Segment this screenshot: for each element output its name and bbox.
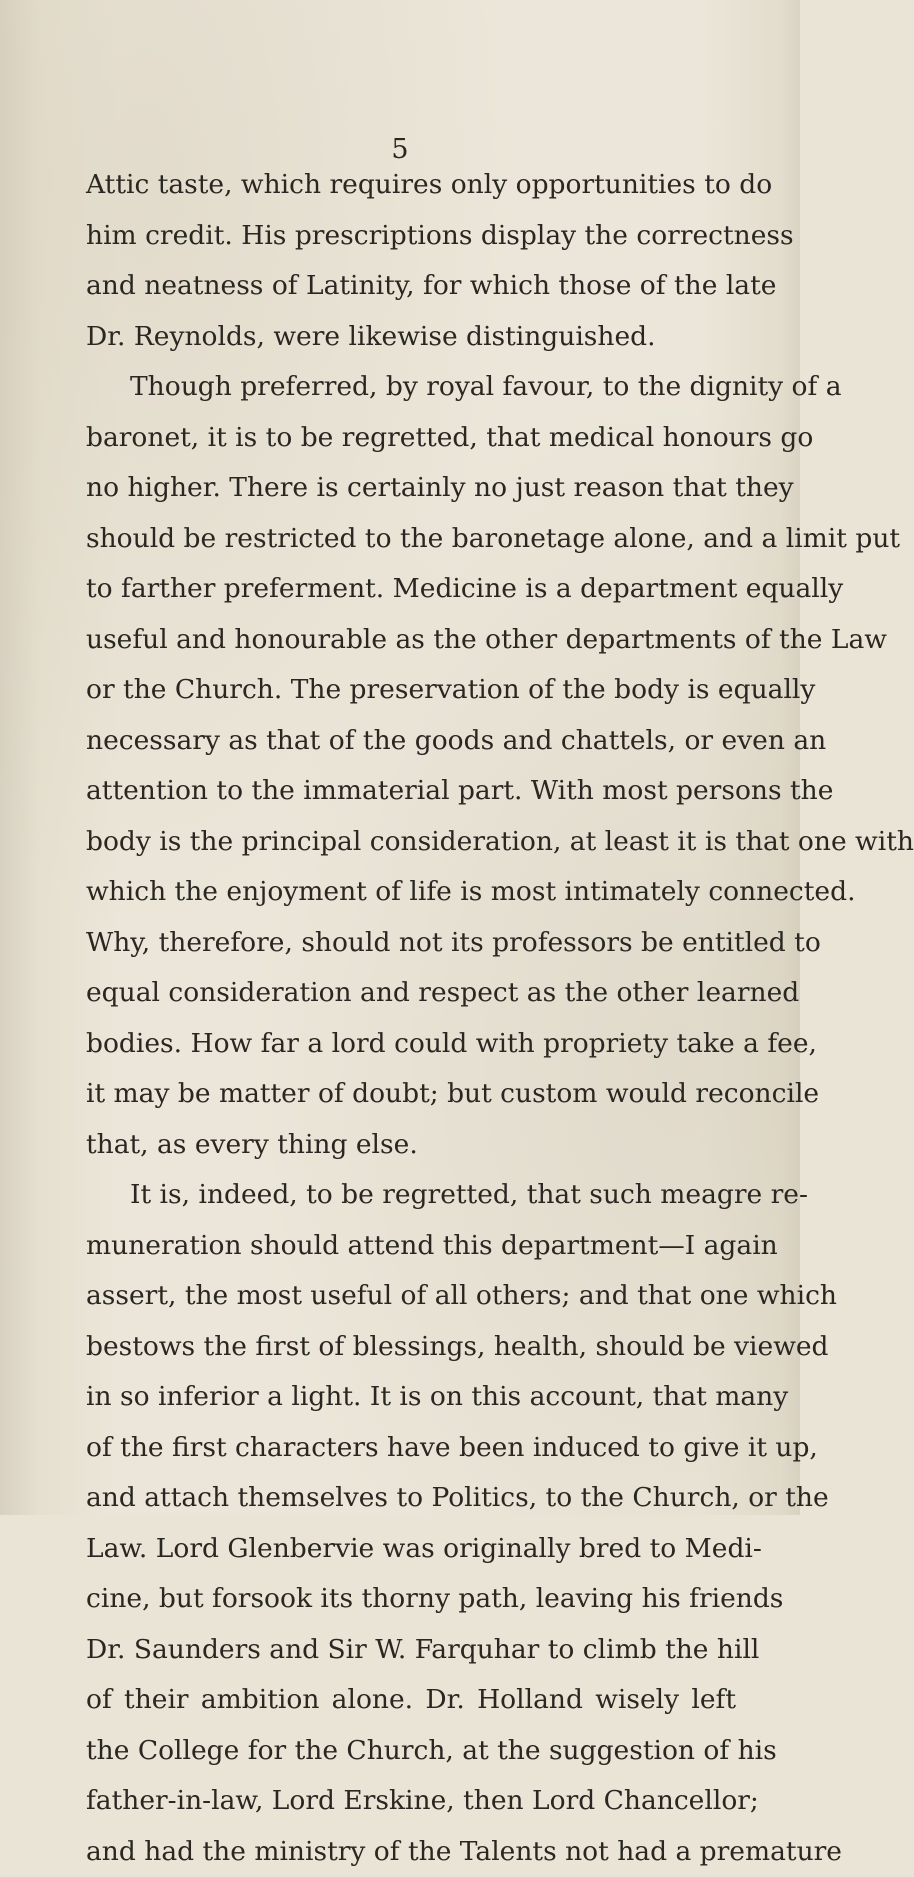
text-line: Dr. Reynolds, were likewise distinguished. [86,312,736,363]
text-line: attention to the immaterial part. With most persons the [86,766,736,817]
text-line: Attic taste, which requires only opportunities to do [86,160,736,211]
page-number: 5 [0,135,800,165]
text-line: cine, but forsook its thorny path, leaving his friends [86,1574,736,1625]
text-line: It is, indeed, to be regretted, that such meagre re- [86,1170,736,1221]
text-line: father-in-law, Lord Erskine, then Lord Chancellor; [86,1776,736,1827]
text-line: no higher. There is certainly no just reason that they [86,463,736,514]
text-line: and neatness of Latinity, for which those of the late [86,261,736,312]
text-line: of the first characters have been induced to give it up, [86,1423,736,1474]
text-line: bodies. How far a lord could with propriety take a fee, [86,1019,736,1070]
text-line: body is the principal consideration, at least it is that one with [86,817,736,868]
text-line: and had the ministry of the Talents not had a premature [86,1827,736,1877]
text-line: in so inferior a light. It is on this account, that many [86,1372,736,1423]
text-line: Though preferred, by royal favour, to the dignity of a [86,362,736,413]
text-line: it may be matter of doubt; but custom would reconcile [86,1069,736,1120]
text-line: to farther preferment. Medicine is a department equally [86,564,736,615]
text-line: Dr. Saunders and Sir W. Farquhar to climb the hill [86,1625,736,1676]
text-line: muneration should attend this department—I again [86,1221,736,1272]
body-text [86,160,736,1877]
text-line: and attach themselves to Politics, to the Church, or the [86,1473,736,1524]
text-line: the College for the Church, at the suggestion of his [86,1726,736,1777]
text-line: necessary as that of the goods and chattels, or even an [86,716,736,767]
text-line: Why, therefore, should not its professors be entitled to [86,918,736,969]
text-line: should be restricted to the baronetage alone, and a limit put [86,514,736,565]
text-line: him credit. His prescriptions display the correctness [86,211,736,262]
text-line: which the enjoyment of life is most intimately connected. [86,867,736,918]
text-line: bestows the first of blessings, health, should be viewed [86,1322,736,1373]
text-line: that, as every thing else. [86,1120,736,1171]
text-line: or the Church. The preservation of the body is equally [86,665,736,716]
text-line: Law. Lord Glenbervie was originally bred to Medi- [86,1524,736,1575]
text-line: equal consideration and respect as the other learned [86,968,736,1019]
text-line: of their ambition alone. Dr. Holland wisely left [86,1675,736,1726]
text-line: assert, the most useful of all others; and that one which [86,1271,736,1322]
text-line: baronet, it is to be regretted, that medical honours go [86,413,736,464]
text-line: useful and honourable as the other departments of the Law [86,615,736,666]
